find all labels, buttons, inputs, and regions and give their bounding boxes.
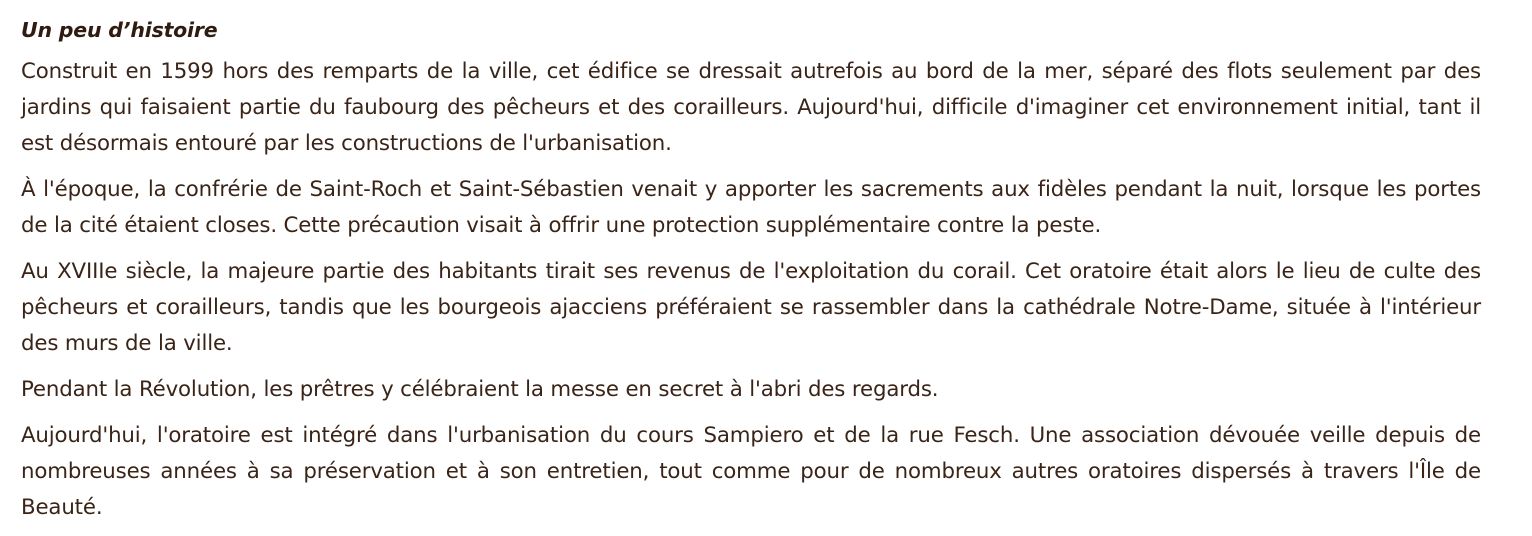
article-section — [21, 14, 1481, 536]
paragraph-aujourdhui: Aujourd'hui, l'oratoire est intégré dans l'urbanisation du cours Sampiero et de la rue Fesch. Une association dévouée veille depuis de nombreuses années à sa préservation et à son entretien, tout comme pour de nombreux autres oratoires dispersés à travers l'Île de Beauté. — [21, 423, 1481, 520]
paragraph-construction: Construit en 1599 hors des remparts de la ville, cet édifice se dressait autrefois au bord de la mer, séparé des flots seulement par des jardins qui faisaient partie du faubourg des pêcheurs et des corailleurs. Aujourd'hui, difficile d'imaginer cet environnement initial, tant il est désormais entouré par les constructions de l'urbanisation. — [21, 59, 1481, 156]
section-heading: Un peu d’histoire — [21, 18, 218, 42]
paragraph-corail: Au XVIIIe siècle, la majeure partie des habitants tirait ses revenus de l'exploitation du corail. Cet oratoire était alors le lieu de culte des pêcheurs et corailleurs, tandis que les bourgeois ajacciens préféraient se rassembler dans la cathédrale Notre-Dame, située à l'intérieur des murs de la ville. — [21, 259, 1481, 356]
paragraph-revolution: Pendant la Révolution, les prêtres y célébraient la messe en secret à l'abri des regards. — [21, 377, 939, 402]
paragraph-confrerie: À l'époque, la confrérie de Saint-Roch et Saint-Sébastien venait y apporter les sacrements aux fidèles pendant la nuit, lorsque les portes de la cité étaient closes. Cette précaution visait à offrir une protection supplémentaire contre la peste. — [21, 177, 1481, 238]
